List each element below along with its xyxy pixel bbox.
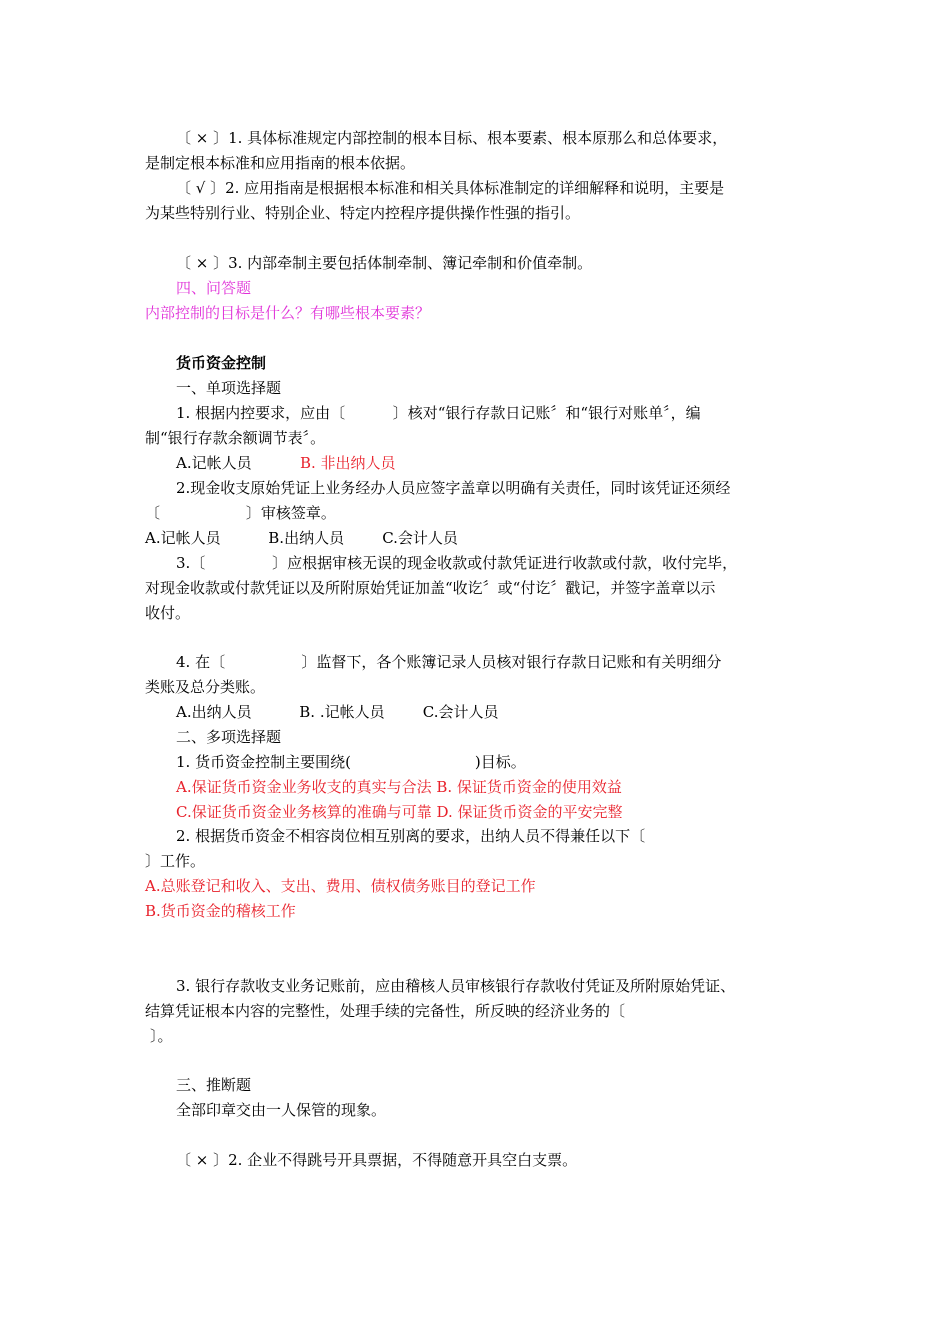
judgment-item-1: 〔 × 〕1. 具体标准规定内部控制的根本目标、根本要素、根本原那么和总体要求，	[176, 129, 728, 147]
single-choice-3-cont: 对现金收款或付款凭证以及所附原始凭证加盖“收讫〞或“付讫〞戳记，并签字盖章以示	[145, 579, 716, 597]
qa-question: 内部控制的目标是什么？有哪些根本要素？	[145, 304, 431, 322]
single-choice-4-options: A.出纳人员 B. .记帐人员 C.会计人员	[176, 703, 499, 721]
multi-choice-2-cont: 〕工作。	[145, 852, 206, 870]
multi-choice-1-options-ab: A.保证货币资金业务收支的真实与合法 B. 保证货币资金的使用效益	[176, 778, 622, 796]
multi-choice-2: 2. 根据货币资金不相容岗位相互别离的要求，出纳人员不得兼任以下〔	[176, 827, 646, 845]
section-heading-qa: 四、问答题	[176, 279, 252, 297]
chapter-title: 货币资金控制	[176, 354, 267, 372]
single-choice-4-cont: 类账及总分类账。	[145, 678, 266, 696]
judgment-item-3: 〔 × 〕3. 内部牵制主要包括体制牵制、簿记牵制和价值牵制。	[176, 254, 593, 272]
judgment-b-item-2: 〔 × 〕2. 企业不得跳号开具票据，不得随意开具空白支票。	[176, 1151, 578, 1169]
judgment-item-2-cont: 为某些特别行业、特别企业、特定内控程序提供操作性强的指引。	[145, 204, 581, 222]
judgment-item-1-cont: 是制定根本标准和应用指南的根本依据。	[145, 154, 416, 172]
single-choice-1-cont: 制“银行存款余额调节表〞。	[145, 429, 326, 447]
multi-choice-2-option-b: B.货币资金的稽核工作	[145, 902, 296, 920]
section-heading-single-choice: 一、单项选择题	[176, 379, 282, 397]
single-choice-2: 2.现金收支原始凭证上业务经办人员应签字盖章以明确有关责任，同时该凭证还须经	[176, 479, 731, 497]
single-choice-1-option-a: A.记帐人员	[176, 454, 252, 472]
single-choice-1: 1. 根据内控要求，应由〔 〕核对“银行存款日记账〞和“银行对账单〞，编	[176, 404, 701, 422]
multi-choice-3-cont-2: 〕。	[150, 1027, 173, 1045]
multi-choice-1-options-cd: C.保证货币资金业务核算的准确与可靠 D. 保证货币资金的平安完整	[176, 803, 623, 821]
multi-choice-2-option-a: A.总账登记和收入、支出、费用、债权债务账目的登记工作	[145, 877, 536, 895]
single-choice-1-option-b: B. 非出纳人员	[300, 454, 396, 472]
section-heading-multi-choice: 二、多项选择题	[176, 728, 282, 746]
single-choice-4: 4. 在〔 〕监督下，各个账簿记录人员核对银行存款日记账和有关明细分	[176, 653, 722, 671]
single-choice-2-cont: 〔 〕审核签章。	[145, 504, 336, 522]
judgment-item-2: 〔 √ 〕2. 应用指南是根据根本标准和相关具体标准制定的详细解释和说明，主要是	[176, 179, 725, 197]
multi-choice-3: 3. 银行存款收支业务记账前，应由稽核人员审核银行存款收付凭证及所附原始凭证、	[176, 977, 736, 995]
single-choice-3-cont-2: 收付。	[145, 604, 191, 622]
single-choice-2-options: A.记帐人员 B.出纳人员 C.会计人员	[145, 529, 458, 547]
multi-choice-3-cont: 结算凭证根本内容的完整性，处理手续的完备性，所反映的经济业务的〔	[145, 1002, 626, 1020]
section-heading-judgment: 三、推断题	[176, 1076, 252, 1094]
judgment-b-item-1: 全部印章交由一人保管的现象。	[176, 1101, 387, 1119]
single-choice-3: 3.〔 〕应根据审核无误的现金收款或付款凭证进行收款或付款，收付完毕，	[176, 554, 738, 572]
multi-choice-1: 1. 货币资金控制主要围绕( )目标。	[176, 753, 526, 771]
